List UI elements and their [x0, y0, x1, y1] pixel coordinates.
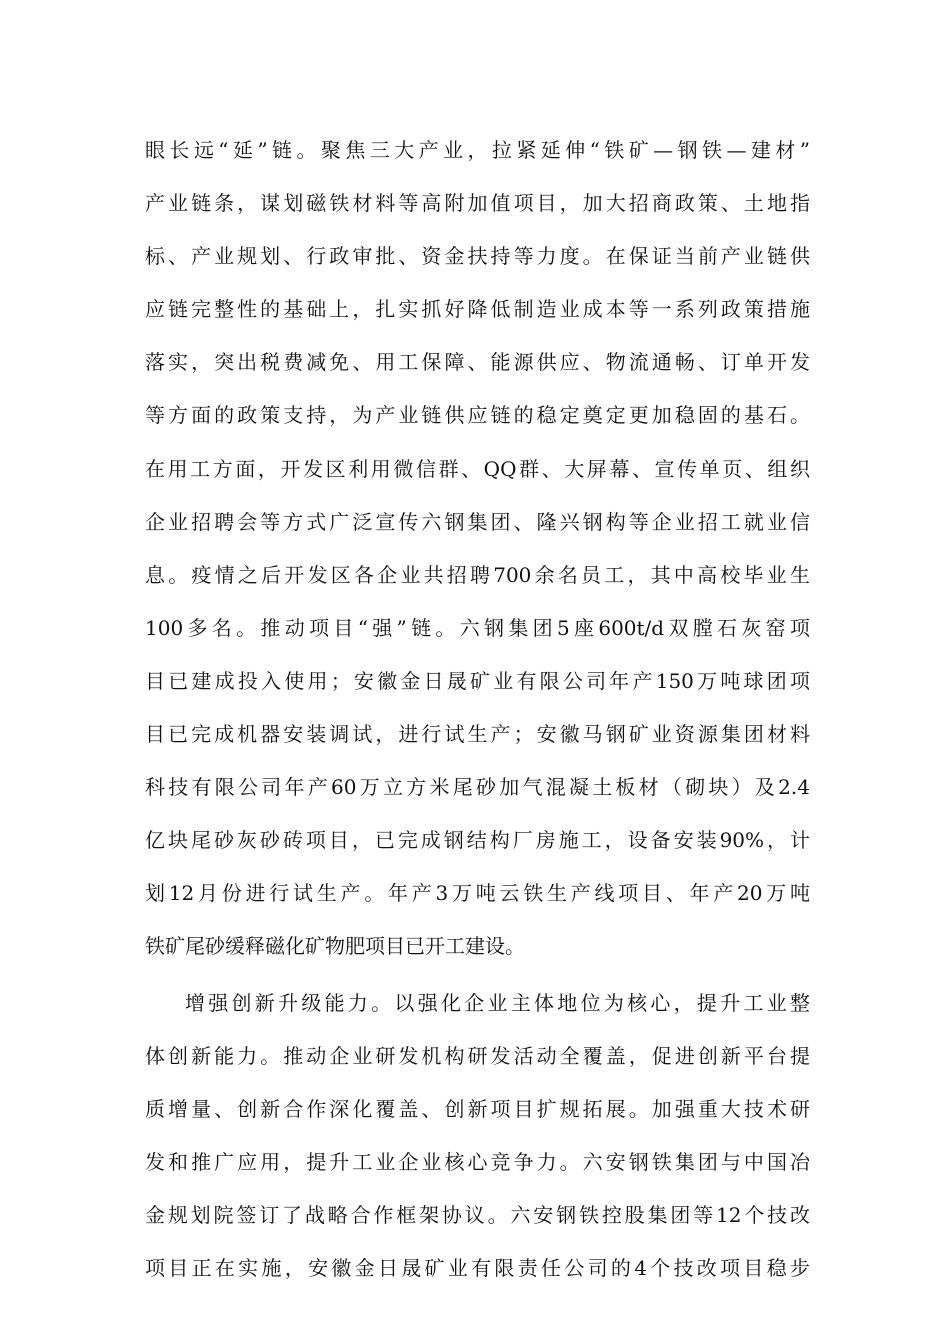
text-line: 增强创新升级能力。以强化企业主体地位为核心，提升工业整 — [185, 990, 810, 1015]
text-line: 息。疫情之后开发区各企业共招聘700余名员工，其中高校毕业生 — [145, 562, 810, 587]
text-line: 等方面的政策支持，为产业链供应链的稳定奠定更加稳固的基石。 — [145, 403, 810, 428]
text-line: 目已建成投入使用；安徽金日晟矿业有限公司年产150万吨球团项 — [145, 668, 810, 693]
text-line: 科技有限公司年产60万立方米尾砂加气混凝土板材（砌块）及2.4 — [145, 775, 810, 800]
document-page — [145, 124, 810, 1295]
text-line: 金规划院签订了战略合作框架协议。六安钢铁控股集团等12个技改 — [145, 1202, 810, 1227]
paragraph-innovation — [145, 977, 810, 1296]
text-line: 眼长远“延”链。聚焦三大产业，拉紧延伸“铁矿—钢铁—建材” — [145, 138, 810, 162]
text-line: 应链完整性的基础上，扎实抓好降低制造业成本等一系列政策措施 — [145, 297, 810, 322]
text-line: 铁矿尾砂缓释磁化矿物肥项目已开工建设。 — [145, 934, 525, 959]
text-line: 企业招聘会等方式广泛宣传六钢集团、隆兴钢构等企业招工就业信 — [145, 509, 810, 534]
text-line: 目已完成机器安装调试，进行试生产；安徽马钢矿业资源集团材料 — [145, 722, 810, 747]
text-line: 体创新能力。推动企业研发机构研发活动全覆盖，促进创新平台提 — [145, 1043, 810, 1068]
text-line: 项目正在实施，安徽金日晟矿业有限责任公司的4个技改项目稳步 — [145, 1255, 810, 1280]
text-line: 亿块尾砂灰砂砖项目，已完成钢结构厂房施工，设备安装90%，计 — [145, 828, 810, 853]
text-line: 发和推广应用，提升工业企业核心竞争力。六安钢铁集团与中国冶 — [145, 1149, 810, 1174]
paragraph-industry-chain — [145, 124, 810, 974]
text-line: 产业链条，谋划磁铁材料等高附加值项目，加大招商政策、土地指 — [145, 191, 810, 216]
text-line: 在用工方面，开发区利用微信群、QQ群、大屏幕、宣传单页、组织 — [145, 456, 810, 481]
text-line: 划12月份进行试生产。年产3万吨云铁生产线项目、年产20万吨 — [145, 881, 810, 906]
text-line: 标、产业规划、行政审批、资金扶持等力度。在保证当前产业链供 — [145, 244, 810, 269]
text-line: 100多名。推动项目“强”链。六钢集团5座600t/d双膛石灰窑项 — [145, 615, 810, 640]
text-line: 质增量、创新合作深化覆盖、创新项目扩规拓展。加强重大技术研 — [145, 1096, 810, 1121]
text-line: 落实，突出税费减免、用工保障、能源供应、物流通畅、订单开发 — [145, 350, 810, 375]
